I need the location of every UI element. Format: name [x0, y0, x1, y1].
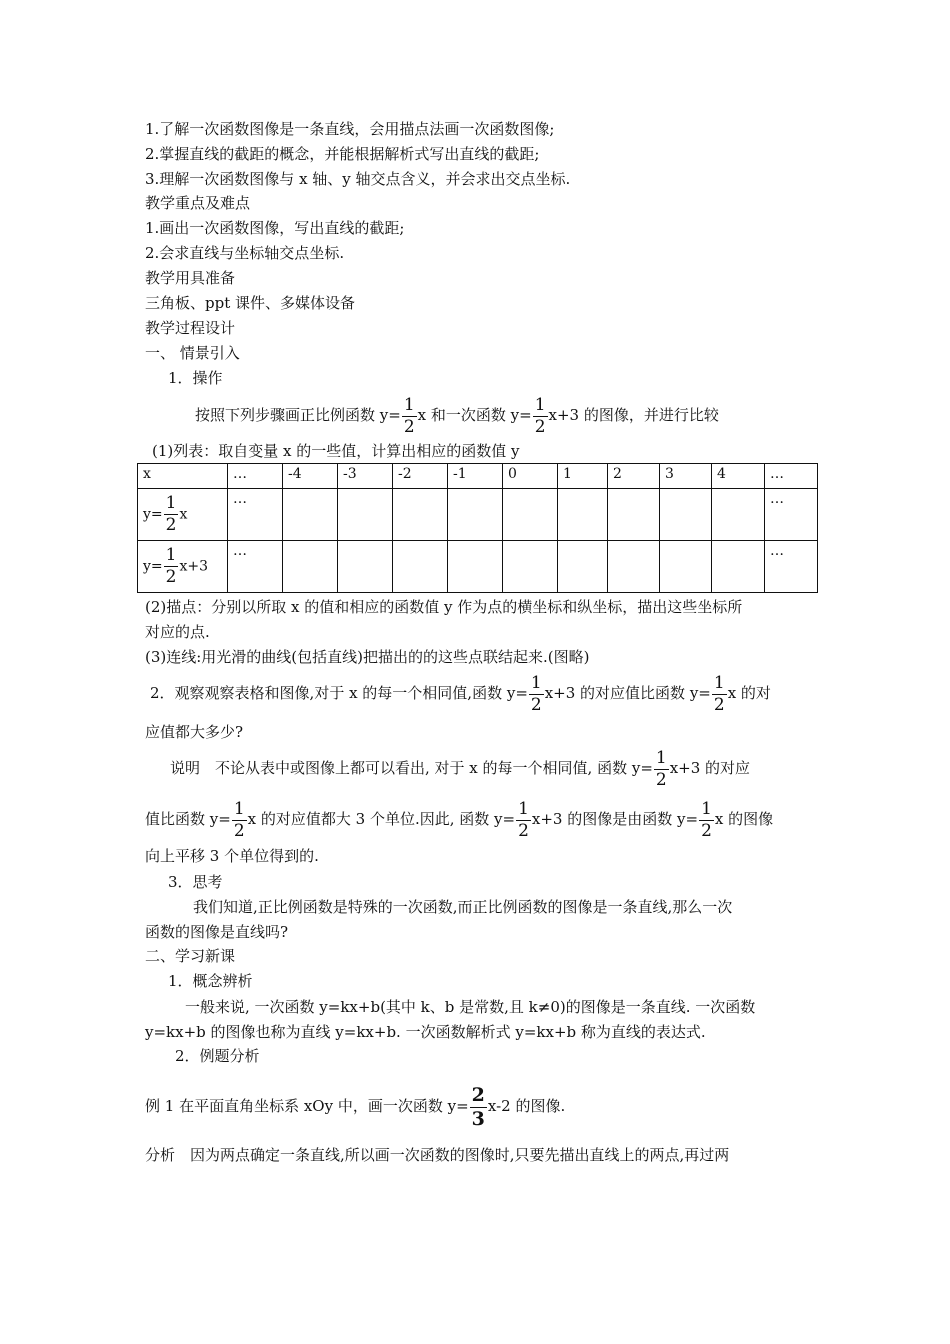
- step-1-text: (1)列表：取自变量 x 的一些值，计算出相应的函数值 y: [152, 442, 520, 460]
- table-row-half-x: [138, 489, 818, 541]
- observe-line: 2．观察观察表格和图像,对于 x 的每一个相同值,函数 y= $\frac{1}{2}$ x+3 的对应值比函数 y= $\frac{1}{2}$ x 的对: [150, 672, 771, 715]
- section-2-heading: 二、学习新课: [145, 947, 236, 965]
- fraction-one-half: $\frac{1}{2}$: [403, 394, 415, 437]
- fraction-one-half: $\frac{1}{2}$: [518, 798, 529, 841]
- table-cell[interactable]: [338, 541, 393, 593]
- fraction-one-half: $\frac{1}{2}$: [534, 394, 546, 437]
- row-label-half-x: y= $\frac{1}{2}$ x: [138, 489, 228, 541]
- fraction-two-thirds: $\frac{2}{3}$: [471, 1083, 485, 1130]
- table-cell[interactable]: [712, 489, 765, 541]
- table-header-cell: -1: [448, 464, 503, 489]
- table-cell[interactable]: [283, 489, 338, 541]
- table-header-cell: 2: [608, 464, 660, 489]
- concept-line-2: y=kx+b 的图像也称为直线 y=kx+b. 一次函数解析式 y=kx+b 称为直线的表达式.: [145, 1023, 706, 1041]
- concept-title: 1．概念辨析: [168, 972, 253, 990]
- think-line-2: 函数的图像是直线吗?: [145, 923, 289, 941]
- table-header-cell: …: [765, 464, 818, 489]
- fraction-one-half: $\frac{1}{2}$: [165, 493, 177, 535]
- table-header-cell: x: [138, 464, 228, 489]
- table-cell[interactable]: [503, 541, 558, 593]
- explain-line-1: 说明 不论从表中或图像上都可以看出, 对于 x 的每一个相同值, 函数 y= $\frac{1}{2}$ x+3 的对应: [170, 747, 751, 790]
- fraction-one-half: $\frac{1}{2}$: [530, 672, 542, 715]
- section-1-heading: 一、 情景引入: [145, 344, 240, 362]
- operation-line: 按照下列步骤画正比例函数 y= $\frac{1}{2}$ x 和一次函数 y= $\frac{1}{2}$ x+3 的图像，并进行比较: [195, 394, 719, 437]
- table-cell[interactable]: [558, 489, 608, 541]
- table-cell: …: [765, 489, 818, 541]
- table-header-cell: 1: [558, 464, 608, 489]
- table-row-x: [138, 464, 818, 489]
- step-2-line-1: (2)描点：分别以所取 x 的值和相应的函数值 y 作为点的横坐标和纵坐标，描出这些坐标所: [145, 598, 743, 616]
- table-cell: …: [228, 489, 283, 541]
- concept-line-1: 一般来说, 一次函数 y=kx+b(其中 k、b 是常数,且 k≠0)的图像是一条直线. 一次函数: [185, 998, 756, 1016]
- row-label-half-x-plus-3: y= $\frac{1}{2}$ x+3: [138, 541, 228, 593]
- table-header-cell: 3: [660, 464, 712, 489]
- fraction-one-half: $\frac{1}{2}$: [655, 747, 667, 790]
- table-cell[interactable]: [660, 541, 712, 593]
- operation-title: 1．操作: [168, 369, 223, 387]
- table-cell[interactable]: [448, 541, 503, 593]
- analysis-line: 分析 因为两点确定一条直线,所以画一次函数的图像时,只要先描出直线上的两点,再过两: [145, 1146, 730, 1164]
- key-heading: 教学重点及难点: [145, 194, 251, 212]
- table-cell[interactable]: [393, 489, 448, 541]
- objective-3: 3.理解一次函数图像与 x 轴、y 轴交点含义，并会求出交点坐标.: [145, 170, 571, 188]
- table-cell[interactable]: [448, 489, 503, 541]
- table-cell[interactable]: [283, 541, 338, 593]
- table-cell[interactable]: [338, 489, 393, 541]
- objective-2: 2.掌握直线的截距的概念，并能根据解析式写出直线的截距;: [145, 145, 540, 163]
- table-row-half-x-plus-3: [138, 541, 818, 593]
- think-title: 3．思考: [168, 873, 223, 891]
- key-point-1: 1.画出一次函数图像，写出直线的截距;: [145, 219, 405, 237]
- table-cell[interactable]: [503, 489, 558, 541]
- tools-heading: 教学用具准备: [145, 269, 236, 287]
- value-table: [137, 463, 818, 593]
- fraction-one-half: $\frac{1}{2}$: [713, 672, 725, 715]
- explain-line-2: 值比函数 y= $\frac{1}{2}$ x 的对应值都大 3 个单位.因此, 函数 y= $\frac{1}{2}$ x+3 的图像是由函数 y= $\frac{1}{2}$ x 的图像: [145, 798, 774, 841]
- table-header-cell: 0: [503, 464, 558, 489]
- table-cell[interactable]: [660, 489, 712, 541]
- key-point-2: 2.会求直线与坐标轴交点坐标.: [145, 244, 345, 262]
- example-1-line: 例 1 在平面直角坐标系 xOy 中，画一次函数 y= $\frac{2}{3}$ x-2 的图像.: [145, 1083, 566, 1130]
- table-header-cell: 4: [712, 464, 765, 489]
- tools-text: 三角板、ppt 课件、多媒体设备: [145, 294, 356, 312]
- fraction-one-half: $\frac{1}{2}$: [701, 798, 712, 841]
- fraction-one-half: $\frac{1}{2}$: [165, 545, 177, 587]
- objective-1: 1.了解一次函数图像是一条直线，会用描点法画一次函数图像;: [145, 120, 555, 138]
- step-2-line-2: 对应的点.: [145, 623, 210, 641]
- fraction-one-half: $\frac{1}{2}$: [233, 798, 245, 841]
- example-title: 2．例题分析: [175, 1047, 260, 1065]
- table-header-cell: -2: [393, 464, 448, 489]
- think-line-1: 我们知道,正比例函数是特殊的一次函数,而正比例函数的图像是一条直线,那么一次: [193, 898, 733, 916]
- table-header-cell: -4: [283, 464, 338, 489]
- explain-line-3: 向上平移 3 个单位得到的.: [145, 847, 319, 865]
- table-cell[interactable]: [558, 541, 608, 593]
- table-header-cell: …: [228, 464, 283, 489]
- step-3-text: (3)连线:用光滑的曲线(包括直线)把描出的的这些点联结起来.(图略): [145, 648, 590, 666]
- table-cell[interactable]: [608, 541, 660, 593]
- table-cell[interactable]: [712, 541, 765, 593]
- table-cell: …: [228, 541, 283, 593]
- observe-line-2: 应值都大多少?: [145, 723, 244, 741]
- process-heading: 教学过程设计: [145, 319, 236, 337]
- table-header-cell: -3: [338, 464, 393, 489]
- table-cell: …: [765, 541, 818, 593]
- table-cell[interactable]: [393, 541, 448, 593]
- table-cell[interactable]: [608, 489, 660, 541]
